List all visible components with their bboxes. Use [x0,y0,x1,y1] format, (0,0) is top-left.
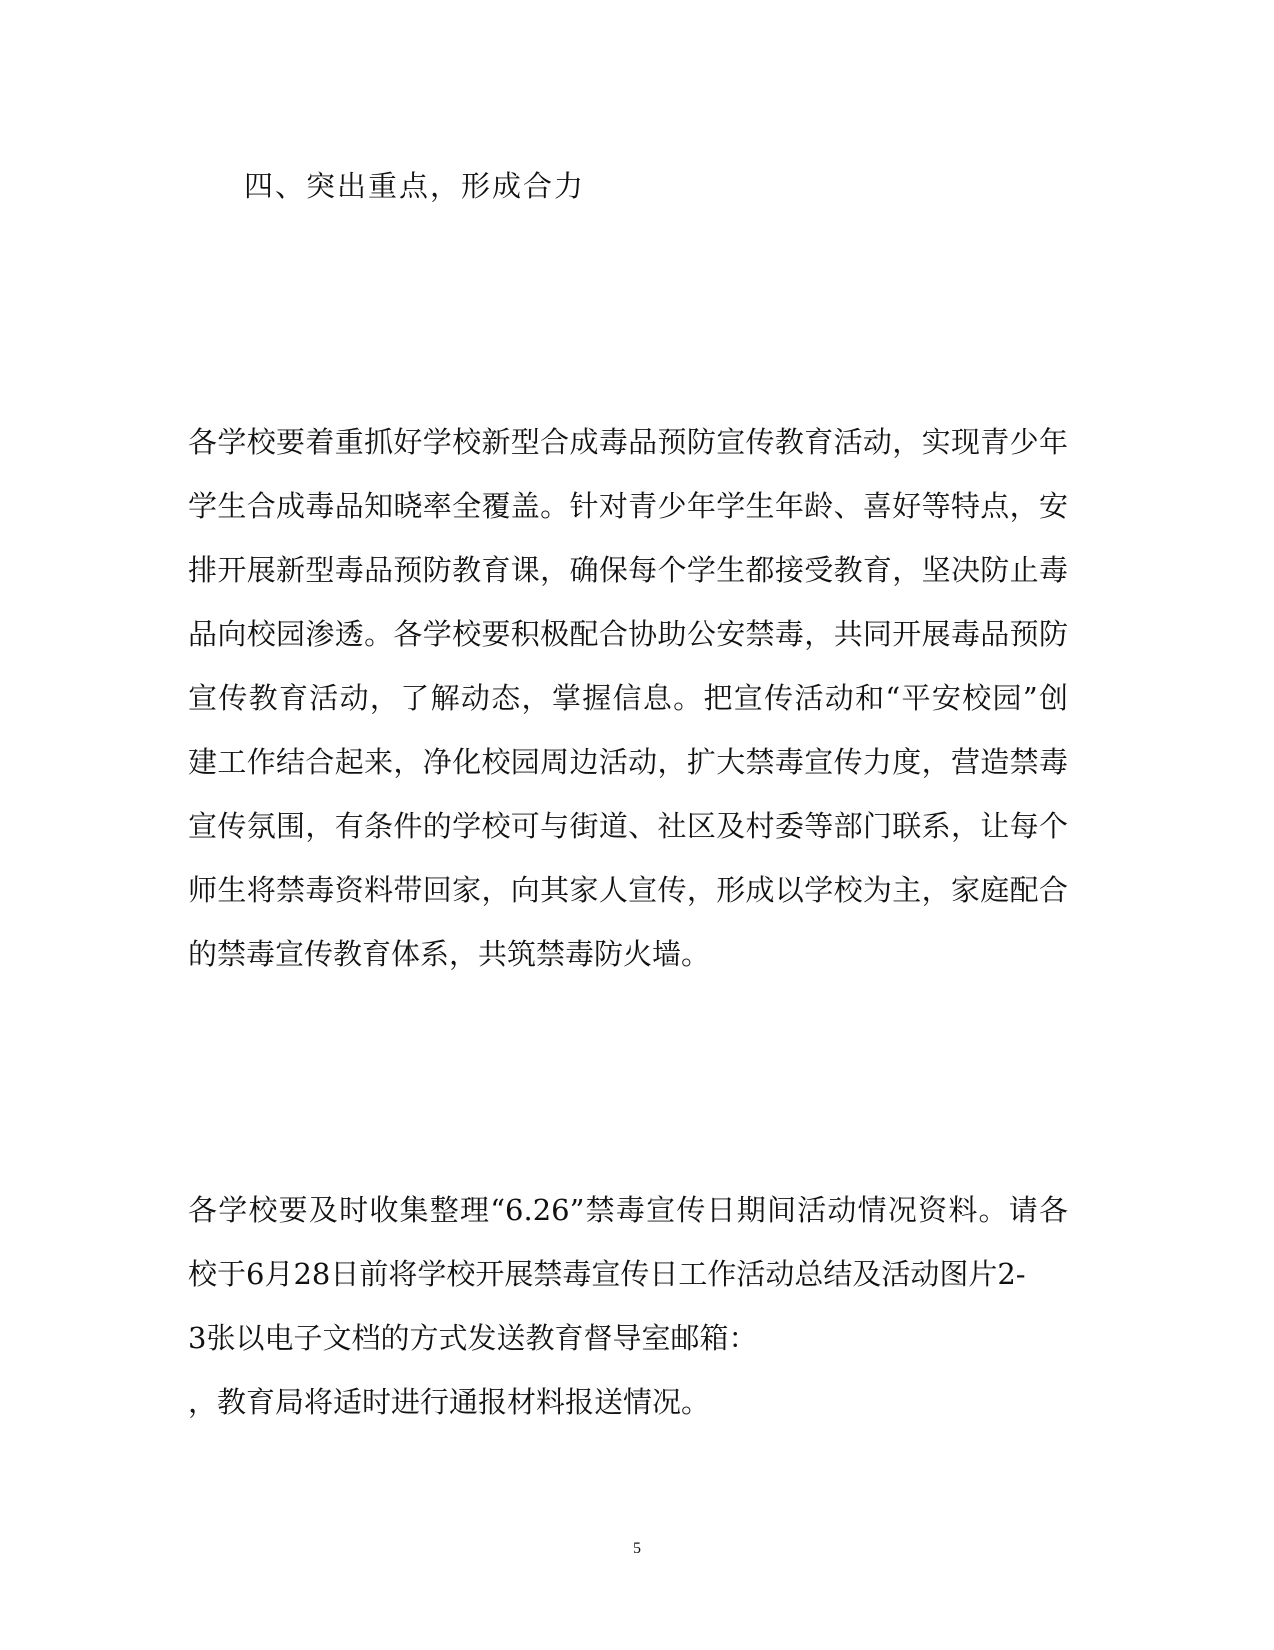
paragraph-line: ，教育局将适时进行通报材料报送情况。 [188,1385,711,1419]
paragraph-submission-notice [188,1178,1068,1434]
section-heading: 四、突出重点，形成合力 [244,169,586,203]
paragraph-line: 品向校园渗透。各学校要积极配合协助公安禁毒，共同开展毒品预防 [188,617,1068,651]
paragraph-line: 宣传教育活动，了解动态，掌握信息。把宣传活动和“平安校园”创 [188,681,1068,715]
paragraph-line: 校于6月28日前将学校开展禁毒宣传日工作活动总结及活动图片2- [188,1257,1026,1291]
paragraph-line: 学生合成毒品知晓率全覆盖。针对青少年学生年龄、喜好等特点，安 [188,489,1068,523]
paragraph-line: 排开展新型毒品预防教育课，确保每个学生都接受教育，坚决防止毒 [188,553,1068,587]
paragraph-line: 各学校要着重抓好学校新型合成毒品预防宣传教育活动，实现青少年 [188,425,1068,459]
paragraph-line: 的禁毒宣传教育体系，共筑禁毒防火墙。 [188,937,711,971]
paragraph-line: 建工作结合起来，净化校园周边活动，扩大禁毒宣传力度，营造禁毒 [188,745,1068,779]
paragraph-prevention-education [188,410,1068,986]
paragraph-line: 3张以电子文档的方式发送教育督导室邮箱： [188,1321,758,1355]
page-number: 5 [633,1540,641,1557]
paragraph-line: 宣传氛围，有条件的学校可与街道、社区及村委等部门联系，让每个 [188,809,1068,843]
paragraph-line: 师生将禁毒资料带回家，向其家人宣传，形成以学校为主，家庭配合 [188,873,1068,907]
paragraph-line: 各学校要及时收集整理“6.26”禁毒宣传日期间活动情况资料。请各 [188,1193,1068,1227]
